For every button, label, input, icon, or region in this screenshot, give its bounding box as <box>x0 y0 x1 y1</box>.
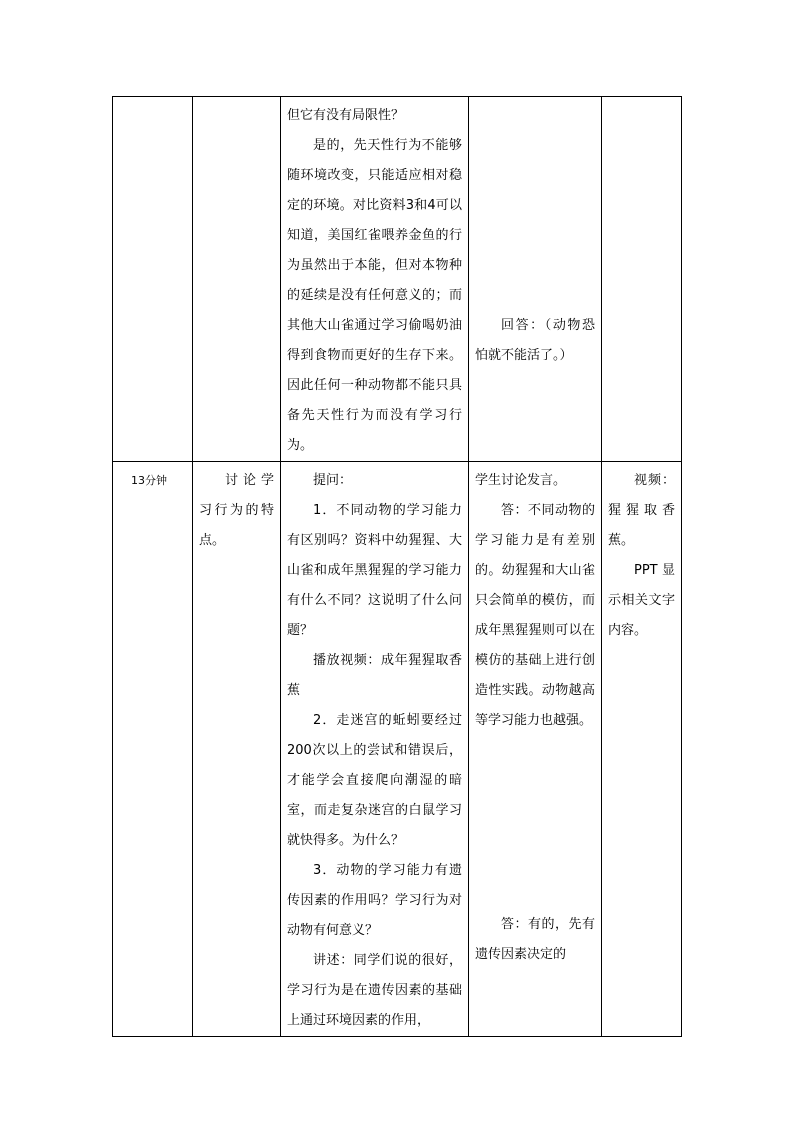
paragraph: 学生讨论发言。 <box>475 473 567 488</box>
paragraph: 答：有的，先有遗传因素决定的 <box>475 917 595 962</box>
paragraph: 提问： <box>313 473 353 488</box>
activity-label: 讨论学习行为的特点。 <box>199 473 274 548</box>
table-row <box>113 462 682 1037</box>
paragraph: 播放视频：成年猩猩取香蕉 <box>287 653 462 698</box>
teacher-activity-cell <box>281 462 469 1037</box>
media-cell <box>602 462 682 1037</box>
lesson-plan-table <box>112 96 682 1037</box>
table-row <box>113 97 682 462</box>
paragraph: 回答：（动物恐怕就不能活了。） <box>475 318 595 363</box>
paragraph: 1．不同动物的学习能力有区别吗？资料中幼猩猩、大山雀和成年黑猩猩的学习能力有什么不同？这说明了什么问题？ <box>287 503 462 638</box>
activity-cell <box>193 462 281 1037</box>
paragraph: 视频：猩猩取香蕉。 <box>608 473 675 548</box>
time-cell <box>113 97 193 462</box>
paragraph: 是的，先天性行为不能够随环境改变，只能适应相对稳定的环境。对比资料3和4可以知道，美国红雀喂养金鱼的行为虽然出于本能，但对本物种的延续是没有任何意义的；而其他大山雀通过学习偷喝奶油得到食物而更好的生存下来。因此任何一种动物都不能只具备先天性行为而没有学习行为。 <box>287 138 462 453</box>
teacher-activity-cell <box>281 97 469 462</box>
paragraph: PPT显示相关文字内容。 <box>608 563 675 638</box>
paragraph: 讲述：同学们说的很好，学习行为是在遗传因素的基础上通过环境因素的作用， <box>287 953 462 1028</box>
time-label: 13分钟 <box>131 474 167 487</box>
paragraph: 3．动物的学习能力有遗传因素的作用吗？学习行为对动物有何意义？ <box>287 863 462 938</box>
activity-cell <box>193 97 281 462</box>
student-activity-cell <box>469 462 602 1037</box>
paragraph: 2．走迷宫的蚯蚓要经过200次以上的尝试和错误后，才能学会直接爬向潮湿的暗室，而走复杂迷宫的白鼠学习就快得多。为什么？ <box>287 713 462 848</box>
media-cell <box>602 97 682 462</box>
student-activity-cell <box>469 97 602 462</box>
paragraph: 但它有没有局限性？ <box>287 108 405 123</box>
time-cell <box>113 462 193 1037</box>
paragraph: 答：不同动物的学习能力是有差别的。幼猩猩和大山雀只会简单的模仿，而成年黑猩猩则可以在模仿的基础上进行创造性实践。动物越高等学习能力也越强。 <box>475 503 595 728</box>
